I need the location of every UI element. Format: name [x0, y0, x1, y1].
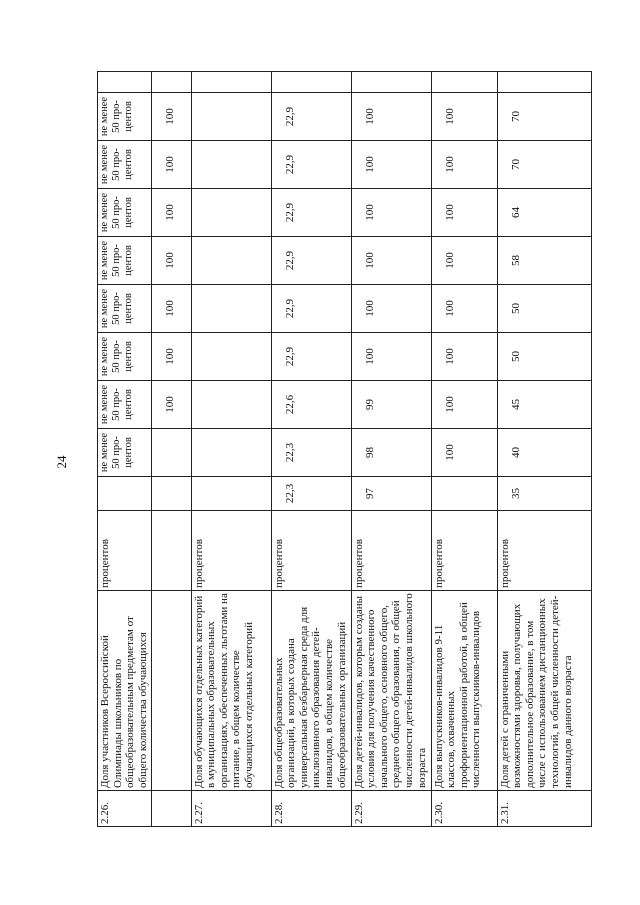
value-cell: 100: [431, 141, 497, 189]
indicators-table: [97, 71, 592, 827]
value-cell: 70: [497, 141, 591, 189]
value-cell: 100: [151, 333, 191, 381]
value-cell: [191, 381, 271, 429]
year-column-header: не менее 50 про-центов: [98, 237, 152, 285]
value-cell: 22,3: [271, 429, 351, 477]
empty-cell: [271, 72, 351, 93]
value-cell: 58: [497, 237, 591, 285]
year-column-header: не менее 50 про-центов: [98, 285, 152, 333]
value-cell: [191, 141, 271, 189]
indicator-text: Доля участников Всероссийской Олимпиады школьников по общеобразовательным предметам от общего количества обучающихся: [98, 591, 152, 791]
value-cell: 22,9: [271, 189, 351, 237]
value-cell: 100: [151, 93, 191, 141]
empty-cell: [151, 591, 191, 791]
row-number: 2.30.: [431, 791, 497, 827]
value-cell: 100: [151, 285, 191, 333]
value-cell: 100: [431, 381, 497, 429]
value-cell: 22,3: [271, 477, 351, 511]
indicator-text: Доля детей-инвалидов, которым созданы условия для получения качественного начального общего, основного общего, среднего общего образования, от общей численности детей-инвалидов школьного возраста: [351, 591, 431, 791]
empty-cell: [431, 72, 497, 93]
value-cell: 64: [497, 189, 591, 237]
table-row: [431, 72, 497, 827]
value-cell: 22,9: [271, 237, 351, 285]
value-cell: 35: [497, 477, 591, 511]
value-cell: [191, 237, 271, 285]
unit-text: процентов: [98, 511, 152, 591]
value-cell: 40: [497, 429, 591, 477]
value-cell: 100: [431, 333, 497, 381]
value-cell: [191, 333, 271, 381]
row-number: 2.31.: [497, 791, 591, 827]
value-cell: 99: [351, 381, 431, 429]
year-column-header: не менее 50 про-центов: [98, 93, 152, 141]
empty-cell: [151, 791, 191, 827]
indicator-text: Доля обучающихся отдельных категорий в муниципальных образовательных организациях, обеспеченных льготами на питание, в общем количестве обучающихся отдельных категорий: [191, 591, 271, 791]
page-number: 24: [54, 455, 69, 469]
row-number: 2.29.: [351, 791, 431, 827]
indicator-text: Доля общеобразовательных организаций, в которых создана универсальная безбарьерная среда для инклюзивного образования детей-инвалидов, в общем количестве общеобразовательных организаций: [271, 591, 351, 791]
row-number: 2.28.: [271, 791, 351, 827]
table-row: [497, 72, 591, 827]
value-cell: 100: [151, 141, 191, 189]
value-cell: [191, 477, 271, 511]
value-cell: 100: [151, 381, 191, 429]
unit-text: процентов: [191, 511, 271, 591]
empty-cell: [98, 72, 152, 93]
value-cell: 100: [431, 237, 497, 285]
year-column-header: не менее 50 про-центов: [98, 189, 152, 237]
value-cell: [191, 189, 271, 237]
value-cell: 100: [431, 429, 497, 477]
empty-cell: [98, 477, 152, 511]
unit-text: процентов: [431, 511, 497, 591]
value-cell: 98: [351, 429, 431, 477]
value-cell: 100: [351, 141, 431, 189]
value-cell: 100: [431, 189, 497, 237]
rotated-table-container: [97, 72, 581, 827]
value-cell: 100: [431, 285, 497, 333]
value-cell: 100: [351, 189, 431, 237]
indicator-text: Доля детей с ограниченными возможностями здоровья, получающих дополнительное образование, в том числе с использованием дистанционных технологий, в общей численности детей-инвалидов данного возраста: [497, 591, 591, 791]
row-number: 2.27.: [191, 791, 271, 827]
value-cell: 22,6: [271, 381, 351, 429]
value-cell: [151, 429, 191, 477]
value-cell: [151, 477, 191, 511]
value-cell: 100: [351, 285, 431, 333]
value-cell: 22,9: [271, 285, 351, 333]
value-cell: 22,9: [271, 93, 351, 141]
value-cell: [431, 477, 497, 511]
year-column-header: не менее 50 про-центов: [98, 333, 152, 381]
value-cell: 50: [497, 333, 591, 381]
value-cell: 100: [151, 189, 191, 237]
year-column-header: не менее 50 про-центов: [98, 381, 152, 429]
indicator-text: Доля выпускников-инвалидов 9-11 классов, охваченных профориентационной работой, в общей численности выпускников-инвалидов: [431, 591, 497, 791]
row-number: 2.26.: [98, 791, 152, 827]
year-column-header: не менее 50 про-центов: [98, 141, 152, 189]
table-row: [271, 72, 351, 827]
empty-cell: [151, 511, 191, 591]
indicators-table-frame: [97, 72, 581, 827]
unit-text: процентов: [351, 511, 431, 591]
value-cell: 100: [151, 237, 191, 285]
empty-cell: [497, 72, 591, 93]
value-cell: [191, 429, 271, 477]
table-row: [98, 72, 152, 827]
value-cell: 50: [497, 285, 591, 333]
value-cell: 100: [431, 93, 497, 141]
empty-cell: [351, 72, 431, 93]
value-cell: 45: [497, 381, 591, 429]
value-cell: [191, 285, 271, 333]
value-cell: 70: [497, 93, 591, 141]
empty-cell: [191, 72, 271, 93]
value-cell: [191, 93, 271, 141]
unit-text: процентов: [497, 511, 591, 591]
empty-cell: [151, 72, 191, 93]
value-cell: 22,9: [271, 333, 351, 381]
value-cell: 97: [351, 477, 431, 511]
value-cell: 100: [351, 93, 431, 141]
table-row: [191, 72, 271, 827]
value-cell: 100: [351, 237, 431, 285]
value-cell: 22,9: [271, 141, 351, 189]
table-row: [351, 72, 431, 827]
value-cell: 100: [351, 333, 431, 381]
table-row: [151, 72, 191, 827]
unit-text: процентов: [271, 511, 351, 591]
year-column-header: не менее 50 про-центов: [98, 429, 152, 477]
